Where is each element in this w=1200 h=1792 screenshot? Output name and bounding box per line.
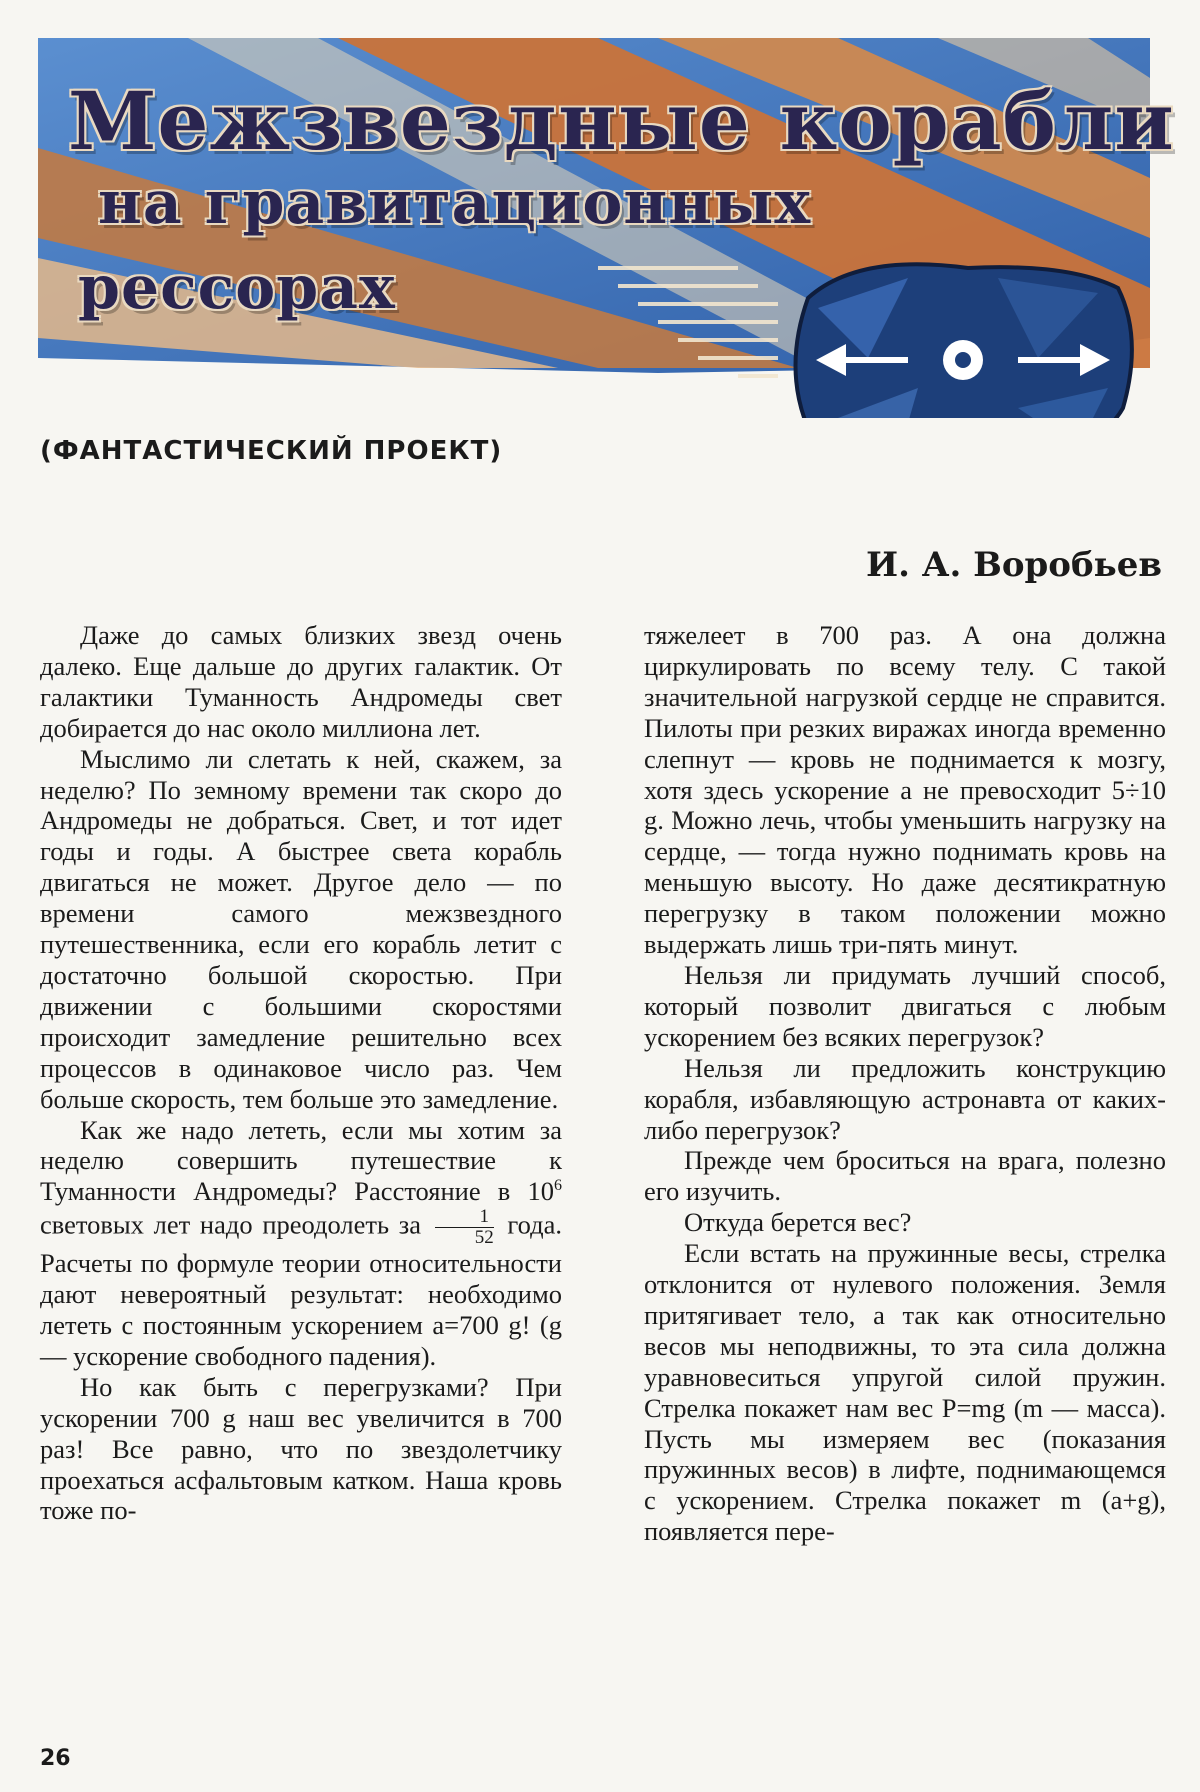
title-line-2: на гравитационных — [98, 168, 812, 238]
title-line-1: Межзвездные корабли — [68, 74, 1175, 168]
paragraph: Если встать на пружинные весы, стрелка отклонится от нулевого положения. Земля притягивает тело, а так как относительно весов мы неподвижны, то эта сила должна уравновеситься упругой силой пружин. Стрелка покажет нам вес P=mg (m — масса). Пусть мы измеряем вес (показания пружинных весов) в лифте, поднимающемся с ускорением. Стрелка покажет m (a+g), появляется пере- — [644, 1238, 1166, 1547]
paragraph: Прежде чем броситься на врага, полезно его изучить. — [644, 1145, 1166, 1207]
paragraph: Нельзя ли придумать лучший способ, который позволит двигаться с любым ускорением без всяких перегрузок? — [644, 959, 1166, 1052]
paragraph: Даже до самых близких звезд очень далеко. Еще дальше до других галактик. От галактики Туманность Андромеды свет добирается до нас около миллиона лет. — [40, 620, 562, 743]
fraction — [435, 1207, 494, 1248]
paragraph: Откуда берется вес? — [684, 1207, 912, 1238]
left-column — [40, 620, 562, 1526]
page-number: 26 — [40, 1746, 71, 1771]
text-run: Как же надо лететь, если мы хотим за неделю совершить путешествие к Туманности Андромеды? Расстояние в 10 — [40, 1114, 562, 1207]
fraction-numerator: 1 — [435, 1207, 494, 1228]
title-line-3: рессорах — [78, 253, 396, 323]
paragraph: Нельзя ли предложить конструкцию корабля, избавляющую астронавта от каких-либо перегрузок? — [644, 1052, 1166, 1145]
circle-dot-icon — [943, 340, 983, 380]
right-column — [644, 620, 1166, 1547]
author-name: И. А. Воробьев — [865, 545, 1162, 585]
paragraph: Но как быть с перегрузками? При ускорении 700 g наш вес увеличится в 700 раз! Все равно, что по звездолетчику проехаться асфальтовым катком. Наша кровь тоже по- — [40, 1371, 562, 1526]
superscript: 6 — [554, 1177, 562, 1195]
text-run: световых лет надо преодолеть за — [40, 1209, 431, 1240]
paragraph: тяжелеет в 700 раз. А она должна циркулировать по всему телу. С такой значительной нагрузкой сердце не справится. Пилоты при резких виражах иногда временно слепнут — кровь не поднимается к мозгу, хотя здесь ускорение a не превосходит 5÷10 g. Можно лечь, чтобы уменьшить нагрузку на сердце, — тогда нужно поднимать кровь на меньшую высоту. Но даже десятикратную перегрузку в таком положении можно выдержать лишь три-пять минут. — [644, 620, 1166, 960]
paragraph: Мыслимо ли слетать к ней, скажем, за неделю? По земному времени так скоро до Андромеды не добраться. Свет, и тот идет годы и годы. А быстрее света корабль двигаться не может. Другое дело — по времени самого межзвездного путешественника, если его корабль летит с достаточно большой скоростью. При движении с большими скоростями происходит замедление решительно всех процессов в одинаковое число раз. Чем больше скорость, тем больше это замедление. — [40, 743, 562, 1114]
header-banner — [38, 38, 1175, 418]
text-run: года. Расчеты по формуле теории относительности дают невероятный результат: необходимо лететь с постоянным ускорением a=700 g! (g — ускорение свободного падения). — [40, 1209, 562, 1371]
article-subtitle: (ФАНТАСТИЧЕСКИЙ ПРОЕКТ) — [40, 436, 503, 466]
fraction-denominator: 52 — [474, 1227, 494, 1249]
paragraph — [40, 1115, 562, 1372]
